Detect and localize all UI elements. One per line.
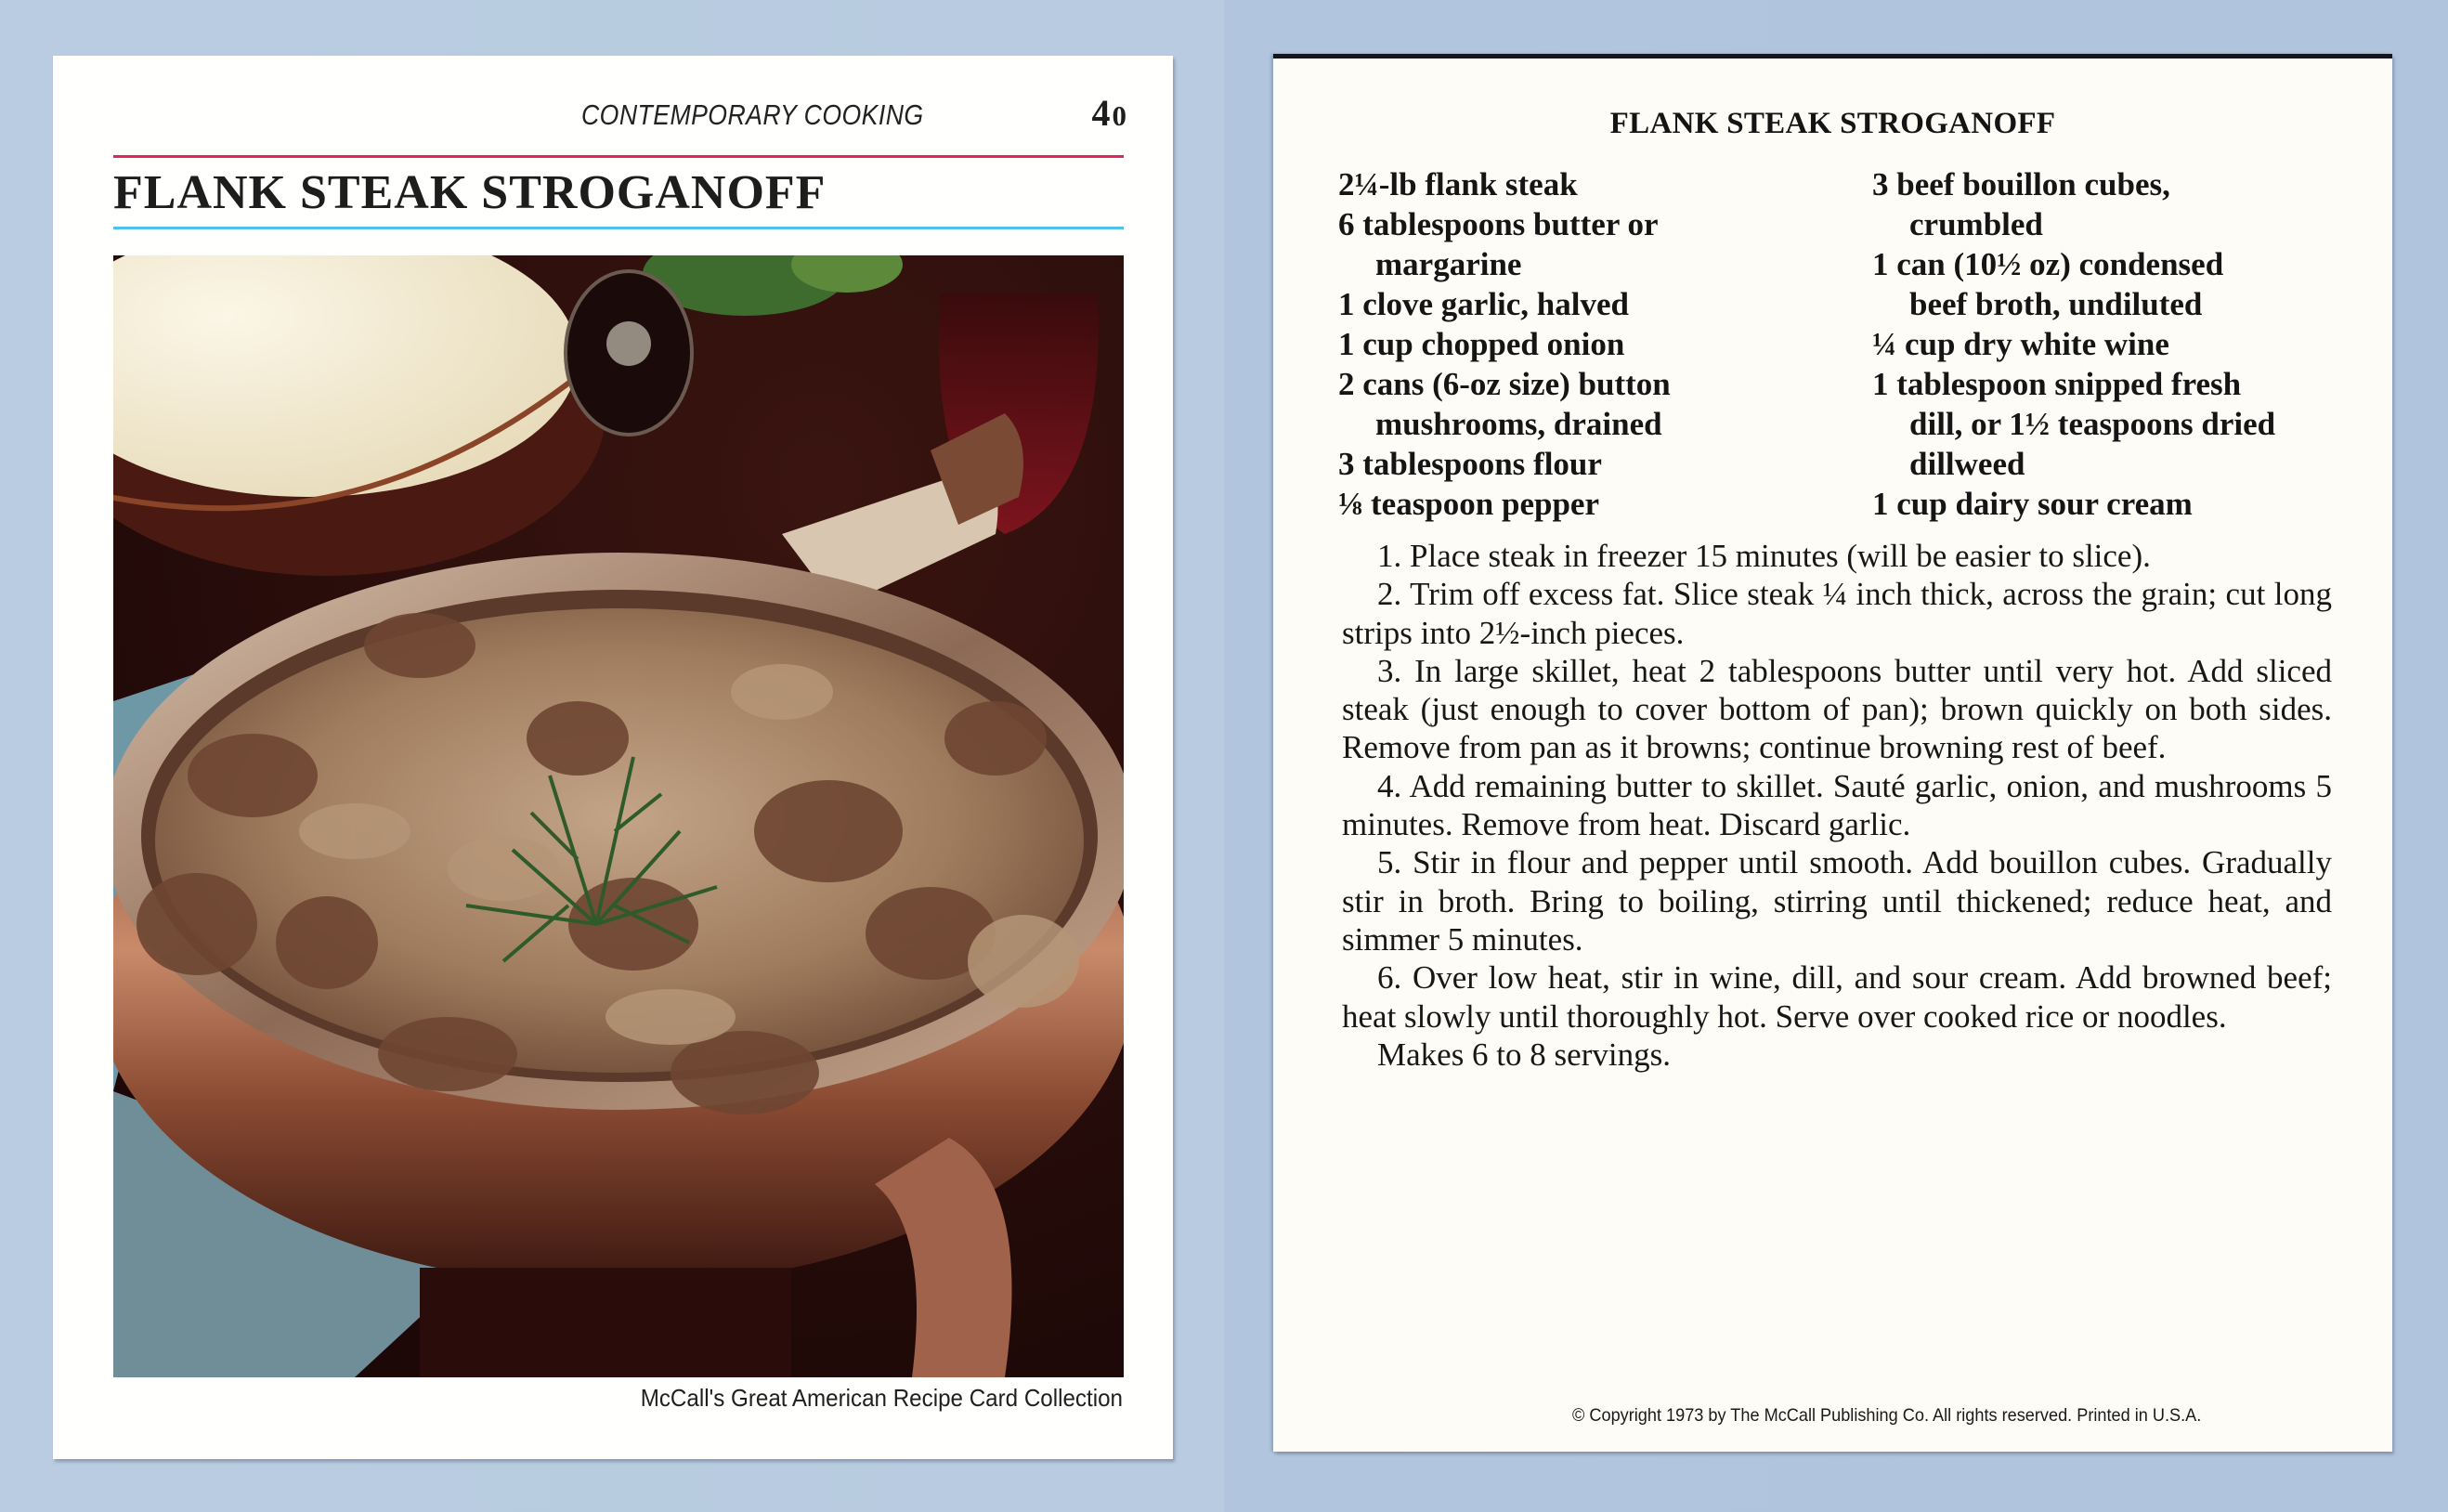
card-number-digit: 0 [1112,99,1128,132]
ingredient-line: ¼ cup dry white wine [1872,326,2169,362]
recipe-card-front [53,56,1173,1459]
instruction-step-3: 3. In large skillet, heat 2 tablespoons butter until very hot. Add sliced steak (just enough to cover bottom of pan); brown quickly on both sides. Remove from pan as it browns; continue browning rest of beef. [1342,652,2332,766]
ingredients-column-right [1872,164,2392,524]
bottom-rule [113,227,1124,229]
instruction-step-6: 6. Over low heat, stir in wine, dill, and sour cream. Add browned beef; heat slowly until thoroughly hot. Serve over cooked rice or noodles. [1342,959,2332,1035]
instruction-step-5: 5. Stir in flour and pepper until smooth. Add bouillon cubes. Gradually stir in broth. Bring to boiling, stirring until thickened; reduce heat, and simmer 5 minutes. [1342,844,2332,958]
ingredient-line: dill, or 1½ teaspoons dried [1909,406,2276,442]
collection-caption: McCall's Great American Recipe Card Collection [640,1384,1123,1412]
ingredient-line: mushrooms, drained [1375,406,1662,442]
ingredient-line: 6 tablespoons butter or [1338,206,1659,242]
series-label: CONTEMPORARY COOKING [581,98,924,131]
ingredient-line: 2 cans (6-oz size) button [1338,366,1671,402]
recipe-card-back [1273,54,2392,1452]
recipe-title-back: FLANK STEAK STROGANOFF [1609,107,2056,140]
ingredient-line: 1 can (10½ oz) condensed [1872,246,2224,282]
ingredient-line: 3 tablespoons flour [1338,446,1602,482]
ingredient-line: 3 beef bouillon cubes, [1872,166,2170,202]
stroganoff-photo-illustration [113,255,1124,1377]
instruction-step-1: 1. Place steak in freezer 15 minutes (will be easier to slice). [1377,538,2151,574]
ingredient-line: 1 clove garlic, halved [1338,286,1630,322]
ingredient-line: 1 cup dairy sour cream [1872,486,2193,522]
ingredient-line: dillweed [1909,446,2025,482]
top-rule [113,155,1124,158]
instructions [1342,537,2332,1074]
card-number-digit: 4 [1091,92,1113,134]
recipe-photo [113,255,1124,1377]
ingredient-line: 1 cup chopped onion [1338,326,1625,362]
ingredient-line: 2¼-lb flank steak [1338,166,1578,202]
instruction-step-2: 2. Trim off excess fat. Slice steak ¼ inch thick, across the grain; cut long strips into 2½-inch pieces. [1342,576,2332,651]
ingredient-line: ⅛ teaspoon pepper [1338,486,1599,522]
card-number [1063,87,1128,142]
ingredient-line: beef broth, undiluted [1909,286,2203,322]
recipe-title: FLANK STEAK STROGANOFF [113,166,827,219]
copyright-notice: © Copyright 1973 by The McCall Publishing Co. All rights reserved. Printed in U.S.A. [1572,1405,2202,1426]
ingredient-line: margarine [1375,246,1522,282]
ingredient-line: crumbled [1909,206,2043,242]
servings-note: Makes 6 to 8 servings. [1377,1036,1671,1073]
ingredients-column-left [1338,164,1858,524]
ingredient-line: 1 tablespoon snipped fresh [1872,366,2242,402]
instruction-step-4: 4. Add remaining butter to skillet. Sauté garlic, onion, and mushrooms 5 minutes. Remove from heat. Discard garlic. [1342,767,2332,843]
